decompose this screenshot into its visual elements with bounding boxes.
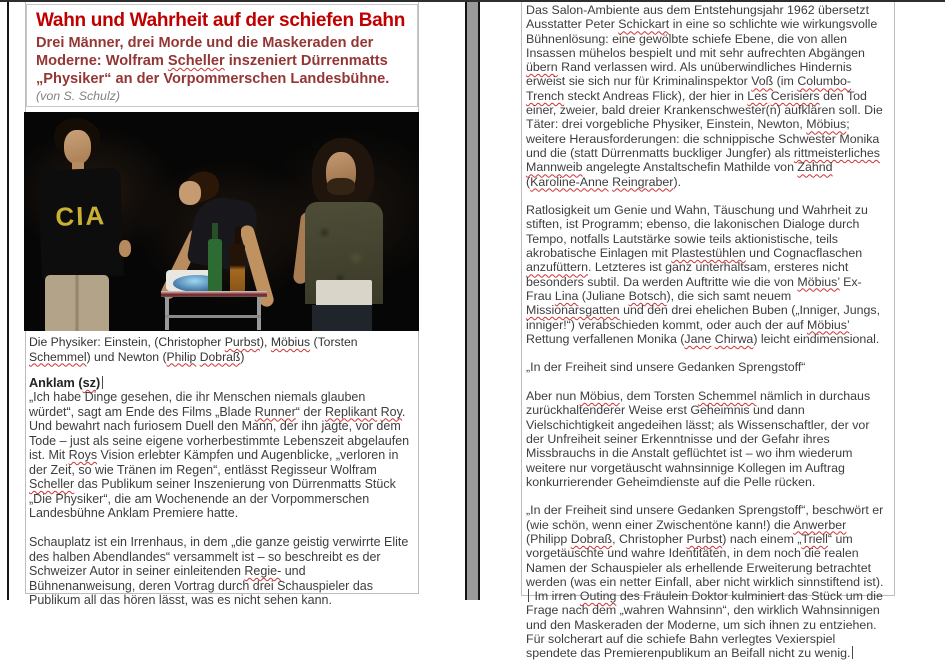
article-paragraph[interactable]: Ratlosigkeit um Genie und Wahn, Täuschung und Wahrheit zu stiften, ist Programm; ebenso, die lakonischen Dialoge durch Tempo, notfalls Lautstärke sowie teils aktionistische, teils akrobatische Einlagen mit Plastestühlen und Cognacflaschen anzufüttern. Letzteres ist ganz unterhaltsam, ersteres nicht besonders subtil. Da werden Auftritte wie die von Möbius’ Ex-Frau Lina (Juliane Botsch), die sich samt neuem Missionarsgatten und den drei ehelichen Buben („Inniger, Jungs, inniger!“) verabschieden kommt, oder auch der auf Möbius’ Rettung verfallenen Monika (Jane Chirwa) leicht eindimensional.	[526, 203, 881, 346]
spellcheck-word: Scheller	[167, 53, 225, 69]
page-gutter	[465, 0, 480, 600]
spellcheck-word: Reingraber	[612, 174, 674, 189]
spellcheck-word: Chirwa	[714, 331, 754, 346]
actor-left-cia-shirt: CIA	[38, 168, 124, 279]
right-page-text-frame[interactable]	[521, 2, 895, 661]
spellcheck-word: Zahnd	[797, 160, 833, 175]
stage-photo[interactable]	[24, 112, 419, 331]
spellcheck-word: Möbius’	[807, 317, 850, 332]
actor-left-hand	[119, 240, 131, 257]
spellcheck-word: Lina	[554, 288, 579, 303]
spellcheck-word: Runner	[254, 404, 296, 419]
text-cursor	[102, 376, 103, 389]
spellcheck-word: Roy	[380, 404, 402, 419]
article-pull-quote[interactable]: „In der Freiheit sind unsere Gedanken Sprengstoff“	[526, 360, 806, 375]
spellcheck-word: anzufüttern	[526, 260, 588, 275]
drinks-cart-shelf	[161, 291, 267, 297]
article-paragraph[interactable]: Aber nun Möbius, dem Torsten Schemmel nämlich in durchaus zurückhaltenderer Weise erst Geheimnis und dann Vielschichtigkeit angedeihen lässt; als Wissenschaftler, der vor der Unfreiheit seiner Erkenntnisse und der Gefahr ihres Missbrauchs in die Anstalt geflüchtet ist – wo ihm wiederum weitere nur vorgetäuscht wahnsinnige Kollegen im Auftrag konkurrierender Geheimdienste auf die Pelle rücken.	[526, 389, 871, 489]
actor-middle-face	[179, 181, 201, 205]
green-bottle	[208, 239, 222, 291]
text-cursor	[528, 589, 529, 602]
cart-leg	[257, 297, 261, 330]
text-cursor	[852, 646, 853, 659]
spellcheck-word: Jane	[684, 331, 712, 346]
actor-right-beard	[327, 178, 355, 195]
spellcheck-word: Mannweib	[526, 160, 583, 175]
spellcheck-word: Missionarsgatten	[526, 303, 620, 318]
article-paragraph[interactable]: Schauplatz ist ein Irrenhaus, in dem „die ganze geistig verwirrte Elite des halben Abendlandes“ versammelt ist – so beschreibt es der Schweizer Autor in seiner einleitenden Regie- und Bühnenanweisung, deren Vortrag durch drei Schauspieler das Publikum all das hören lässt, was es nicht sehen kann.	[29, 535, 409, 608]
actor-left-face	[64, 130, 91, 164]
spellcheck-word: Philip	[166, 349, 197, 364]
spellcheck-word: Replikant	[324, 404, 378, 419]
left-page-border	[7, 0, 9, 600]
spellcheck-word: Botsch	[628, 288, 667, 303]
spellcheck-word: Möbius	[806, 117, 847, 132]
article-paragraph[interactable]: „In der Freiheit sind unsere Gedanken Sprengstoff“, beschwört er (wie schön, wenn einer Zwischentöne kann!) die Anwerber (Philipp Dobraß, Christopher Purbst) nach einem „Triell“ um vorgetäuschte und wahre Identitäten, in dem noch die realen Namen der Schauspieler als erhellende Erweiterung betrachtet werden (was ein netter Einfall, aber nicht wirklich sinnstiftend ist). Im irren Outing des Fräulein Doktor kulminiert das Stück um die Frage nach dem „wahren Wahnsinn“, den wirklich Wahnsinnigen und den Maskeraden der Moderne, um sich ihnen zu entziehen. Für solcherart auf die schiefe Bahn verlegtes Vexierspiel spendete das Premierenpublikum an Beifall nicht zu wenig.	[526, 503, 884, 661]
spellcheck-word: Plastestühlen	[671, 246, 746, 261]
spellcheck-word: Purbst	[224, 335, 260, 349]
article-title[interactable]: Wahn und Wahrheit auf der schiefen Bahn	[36, 10, 406, 31]
cart-lower-bar	[165, 315, 261, 318]
actor-right-pants	[312, 305, 372, 331]
spellcheck-word: Schemmel	[29, 349, 87, 364]
cart-leg	[165, 297, 169, 330]
spellcheck-word: Karoline-Anne	[530, 174, 609, 189]
spellcheck-word: Schickart	[618, 17, 670, 32]
spellcheck-word: Purbst	[686, 531, 723, 546]
article-paragraph[interactable]: Das Salon-Ambiente aus dem Entstehungsjahr 1962 übersetzt Ausstatter Peter Schickart in eine so schlichte wie wirkungsvolle Bühnenlösung: eine gewölbte schiefe Ebene, die von allen Insassen mühelos bespielt und mit sehr aufrechten Abgängen übern Rand verlassen wird. Als unüberwindliches Hindernis erweist sie sich nur für Kriminalinspektor Voß (im Columbo-Trench steckt Andreas Flick), der hier in Les Cerisiers den Tod einer, zweier, bald dreier Krankenschwester(n) aufklären soll. Die Täter: drei vorgebliche Physiker, Einstein, Newton, Möbius; weitere Herausforderungen: die schnippische Schwester Monika und die (statt Dürrenmatts buckliger Jungfer) als rittmeisterliches Mannweib angelegte Anstaltschefin Mathilde von Zahnd (Karoline-Anne Reingraber).	[526, 3, 883, 189]
dateline[interactable]: Anklam (sz)	[29, 376, 418, 390]
article-subtitle[interactable]: Drei Männer, drei Morde und die Maskeraden der Moderne: Wolfram Scheller inszeniert Dürrenmatts „Physiker“ an der Vorpommerschen Landesbühne.	[36, 35, 390, 87]
spellcheck-word: sz	[82, 376, 96, 391]
spellcheck-word: rittmeisterliches	[793, 145, 880, 160]
article-header[interactable]	[26, 4, 418, 107]
left-article-body[interactable]	[26, 390, 418, 608]
spellcheck-word: Dobraß	[570, 531, 613, 546]
photo-caption[interactable]: Die Physiker: Einstein, (Christopher Purbst), Möbius (Torsten Schemmel) und Newton (Philip Dobraß)	[29, 335, 358, 364]
article-paragraph[interactable]: „Ich habe Dinge gesehen, die ihr Menschen niemals glauben würdet“, sagt am Ende des Films „Blade Runner“ der Replikant Roy. Und bewahrt nach furiosem Duell den Mann, der ihn jagte, vor dem Tode – just als seine eigene vorherbestimmte Lebenszeit abgelaufen ist. Mit Roys Vision erlebter Kämpfen und Augenblicke, „verloren in der Zeit, so wie Tränen im Regen“, entlässt Regisseur Wolfram Scheller das Publikum seiner Inszenierung von Dürrenmatts Stück „Die Physiker“, die am Wochenende an der Vorpommerschen Landesbühne Anklam Premiere hatte.	[29, 390, 410, 521]
actor-left-pants	[45, 275, 109, 331]
spellcheck-word: Les	[747, 88, 768, 103]
brown-bottle	[230, 244, 245, 291]
spellcheck-word: Scheller	[29, 477, 75, 492]
spellcheck-word: Schemmel	[697, 389, 757, 404]
spellcheck-word: Regie-	[244, 564, 282, 579]
spellcheck-word: Triell	[801, 531, 828, 546]
spellcheck-word: Voß	[751, 74, 774, 89]
spellcheck-word: Anwerber	[793, 517, 847, 532]
spellcheck-word: Cerisiers	[770, 88, 820, 103]
article-byline[interactable]: (von S. Schulz)	[36, 89, 121, 103]
spellcheck-word: Roys	[68, 448, 98, 463]
spellcheck-word: Möbius’	[797, 274, 840, 289]
spellcheck-word: Möbius	[270, 335, 311, 349]
left-page-text-frame[interactable]	[25, 2, 419, 608]
spellcheck-word: übern	[526, 60, 558, 75]
page-top-edge	[0, 0, 945, 2]
actor-right-shirt	[316, 280, 372, 308]
spellcheck-word: Dobraß	[199, 349, 241, 364]
spellcheck-word: Möbius	[579, 389, 620, 404]
spellcheck-word: Outing	[579, 589, 617, 604]
spellcheck-word: Columbo-Trench	[526, 74, 852, 103]
